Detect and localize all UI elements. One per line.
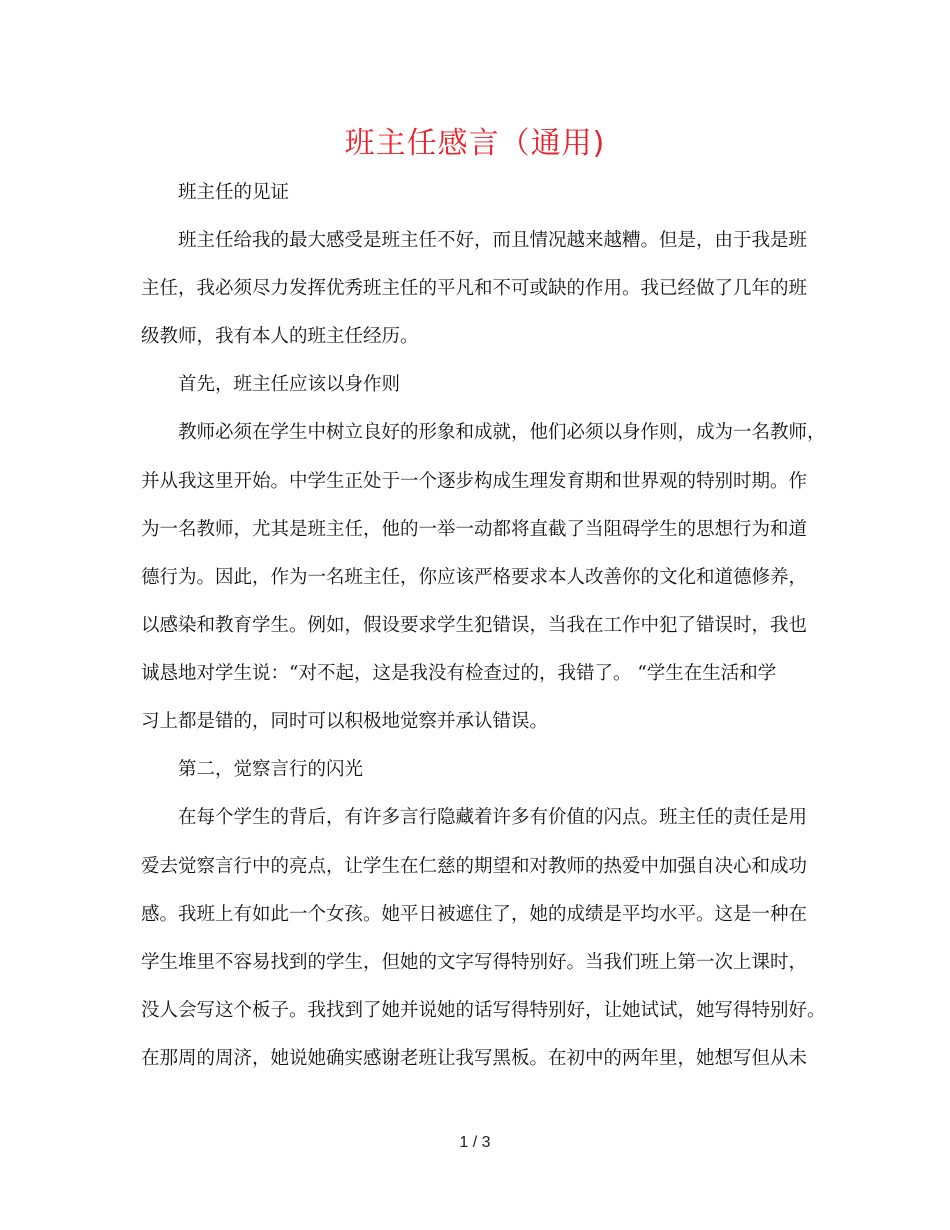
paragraph-line: 为一名教师，尤其是班主任，他的一举一动都将直截了当阻碍学生的思想行为和道: [141, 519, 808, 540]
paragraph-line: 教师必须在学生中树立良好的形象和成就，他们必须以身作则，成为一名教师，: [178, 422, 826, 443]
paragraph-line: 在那周的周济，她说她确实感谢老班让我写黑板。在初中的两年里，她想写但从未: [141, 1048, 808, 1069]
paragraph-line: 感。我班上有如此一个女孩。她平日被遮住了，她的成绩是平均水平。这是一种在: [141, 904, 808, 925]
paragraph-line: 级教师，我有本人的班主任经历。: [141, 326, 419, 347]
paragraph-line: 主任，我必须尽力发挥优秀班主任的平凡和不可或缺的作用。我已经做了几年的班: [141, 278, 808, 299]
section-heading: 班主任的见证: [178, 182, 290, 203]
section-heading: 首先，班主任应该以身作则: [178, 374, 401, 395]
paragraph-line: 并从我这里开始。中学生正处于一个逐步构成生理发育期和世界观的特别时期。作: [141, 471, 808, 492]
paragraph-line: 诚恳地对学生说：“对不起，这是我没有检查过的，我错了。 “学生在生活和学: [141, 663, 777, 684]
paragraph-line: 习上都是错的，同时可以积极地觉察并承认错误。: [141, 711, 549, 732]
paragraph-line: 没人会写这个板子。我找到了她并说她的话写得特别好，让她试试，她写得特别好。: [141, 1000, 826, 1021]
paragraph-line: 爱去觉察言行中的亮点，让学生在仁慈的期望和对教师的热爱中加强自决心和成功: [141, 856, 808, 877]
document-title: 班主任感言（通用): [344, 126, 606, 161]
paragraph-line: 在每个学生的背后，有许多言行隐藏着许多有价值的闪点。班主任的责任是用: [178, 807, 808, 828]
paragraph-line: 德行为。因此，作为一名班主任，你应该严格要求本人改善你的文化和道德修养，: [141, 567, 808, 588]
paragraph-line: 学生堆里不容易找到的学生，但她的文字写得特别好。当我们班上第一次上课时，: [141, 952, 808, 973]
paragraph-line: 班主任给我的最大感受是班主任不好，而且情况越来越糟。但是，由于我是班: [178, 230, 808, 251]
section-heading: 第二，觉察言行的闪光: [178, 759, 364, 780]
page-number: 1 / 3: [459, 1134, 491, 1151]
paragraph-line: 以感染和教育学生。例如，假设要求学生犯错误，当我在工作中犯了错误时，我也: [141, 615, 808, 636]
